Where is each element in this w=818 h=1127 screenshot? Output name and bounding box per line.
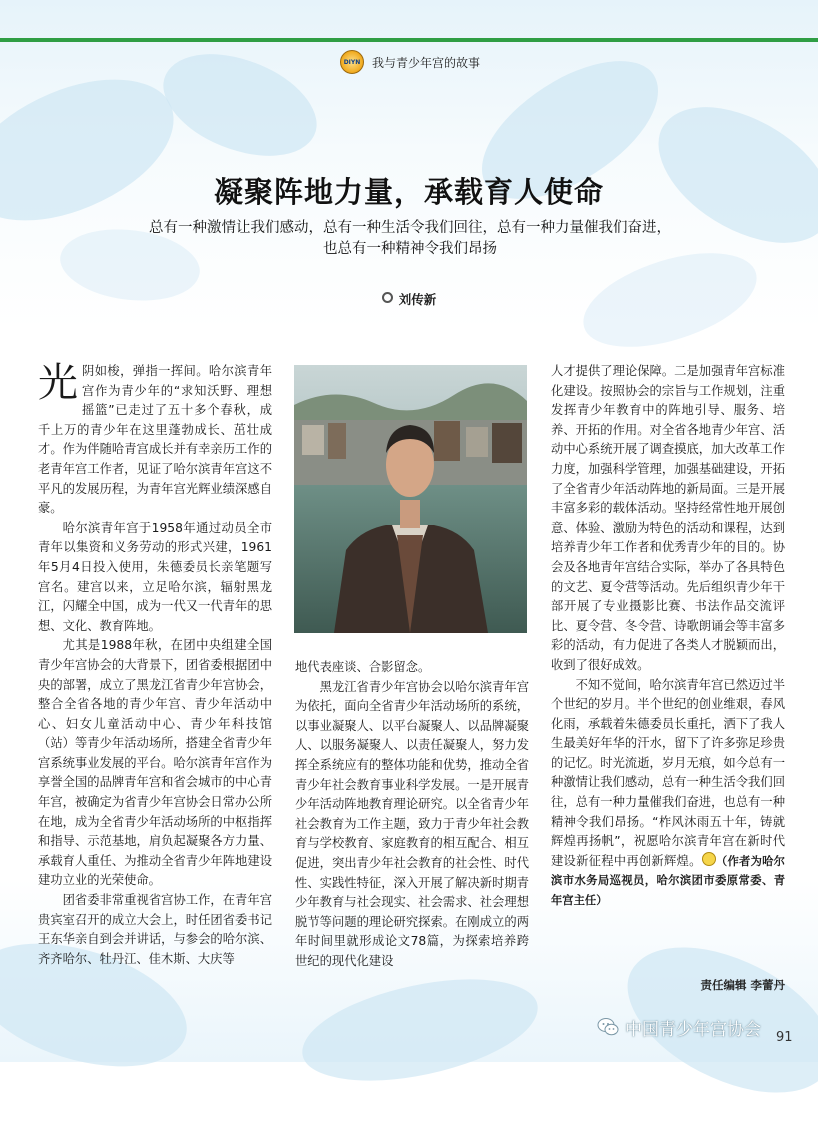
wechat-account-name: 中国青少年宫协会 [625, 1019, 761, 1040]
top-accent-bar [0, 38, 818, 42]
author-note: （作者为哈尔滨市水务局巡视员，哈尔滨团市委原常委、青年宫主任） [551, 854, 785, 908]
author-photo-image [294, 365, 527, 633]
wechat-watermark [597, 1015, 761, 1039]
end-mark-icon [702, 852, 716, 866]
text-column-2 [295, 658, 529, 972]
author-photo [294, 365, 527, 633]
responsible-editor: 责任编辑 李蕾丹 [700, 978, 785, 992]
wechat-icon [597, 1017, 619, 1037]
paragraph: 地代表座谈、合影留念。 [295, 660, 431, 674]
association-logo-icon [340, 50, 364, 74]
background-leaf [148, 30, 331, 179]
paragraph: 哈尔滨青年宫于1958年通过动员全市青年以集资和义务劳动的形式兴建，1961年5月4日投入使用，朱德委员长亲笔题写宫名。建宫以来，立足哈尔滨，辐射黑龙江，闪耀全中国，成为一代又一代青年的思想、文化、教育阵地。 [38, 520, 272, 633]
article-title: 凝聚阵地力量，承载育人使命 [213, 175, 604, 209]
paragraph [38, 362, 272, 519]
article-subtitle [60, 218, 760, 260]
paragraph-text: 不知不觉间，哈尔滨青年宫已然迈过半个世纪的岁月。半个世纪的创业维艰，春风化雨，承载着朱德委员长重托，洒下了我人生最美好年华的汗水，留下了许多弥足珍贵的记忆。时光流逝，岁月无痕，如今总有一种激情让我们感动，总有一种生活令我们回往，总有一种力量催我们奋进，也总有一种精神令我们昂扬。“柞风沐雨五十年，铸就辉煌再扬帆”，祝愿哈尔滨青年宫在新时代建设新征程中再创新辉煌。 [551, 677, 785, 868]
author-name: 刘传新 [398, 292, 437, 307]
paragraph: 尤其是1988年秋，在团中央组建全国青少年宫协会的大背景下，团省委根据团中央的部署，成立了黑龙江省青少年宫协会，整合全省各地的青少年宫、青少年活动中心、妇女儿童活动中心、青少年科技馆（站）等青少年活动场所，搭建全省青少年宫系统事业发展的平台。哈尔滨青年宫作为享誉全国的品牌青年宫和省会城市的中心青年宫，被确定为省青少年宫协会日常办公所在地，成为全省青少年活动场所的中枢指挥和指导、示范基地，肩负起凝聚各方力量、承载育人重任、为推动全省青少年阵地建设建功立业的光荣使命。 [38, 638, 272, 888]
logo-text: DIYN [343, 58, 361, 66]
background-leaf [294, 965, 546, 1095]
paragraph: 团省委非常重视省宫协工作，在青年宫贵宾室召开的成立大会上，时任团省委书记王东华亲自到会并讲话，与参会的哈尔滨、齐齐哈尔、牡丹江、佳木斯、大庆等 [38, 893, 272, 966]
paragraph [551, 676, 785, 911]
subtitle-line: 也总有一种精神令我们昂扬 [323, 241, 497, 257]
text-column-3 [551, 362, 785, 911]
author-byline [0, 290, 818, 308]
text-column-1 [38, 362, 272, 969]
byline-circle-icon [382, 292, 393, 303]
page-number: 91 [776, 1030, 793, 1045]
section-header [340, 50, 480, 74]
section-title: 我与青少年宫的故事 [372, 55, 481, 70]
paragraph: 黑龙江省青少年宫协会以哈尔滨青年宫为依托，面向全省青少年活动场所的系统，以事业凝聚人、以平台凝聚人、以品牌凝聚人、以服务凝聚人、以责任凝聚人，努力发挥全系统应有的整体功能和优势，推动全省青少年社会教育事业科学发展。一是开展青少年活动阵地教育理论研究。以全省青少年社会教育为工作主题，致力于青少年社会教育与学校教育、家庭教育的相互配合、相互促进，突出青少年社会教育的社会性、时代性、实践性特征，深入开展了解决新时期青少年教育与社会现实、社会需求、社会理想脱节等问题的理论研究探索。在刚成立的两年时间里就形成论文78篇，为探索培养跨世纪的现代化建设 [295, 679, 529, 968]
drop-cap: 光 [38, 360, 78, 406]
subtitle-line: 总有一种激情让我们感动，总有一种生活令我们回往，总有一种力量催我们奋进， [149, 220, 671, 236]
paragraph: 人才提供了理论保障。二是加强青年宫标准化建设。按照协会的宗旨与工作规划，注重发挥青少年教育中的阵地引导、服务、培养、开拓的作用。对全省各地青少年宫、活动中心系统开展了调查摸底，加大改革工作力度，加强科学管理，加强基础建设，开拓了全省青少年活动阵地的新局面。三是开展丰富多彩的载体活动。坚持经常性地开展创意、体验、激励为特色的活动和课程，达到培养青少年工作者和优秀青少年的目的。协会及各地青年宫结合实际，举办了各具特色的文艺、夏令营等活动。先后组织青少年干部开展了专业摄影比赛、书法作品交流评比、夏令营、冬令营、诗歌朗诵会等丰富多彩的活动，有力促进了各类人才脱颖而出，收到了很好成效。 [551, 364, 785, 672]
paragraph-text: 阴如梭，弹指一挥间。哈尔滨青年宫作为青少年的“求知沃野、理想摇篮”已走过了五十多个春秋，成千上万的青少年在这里蓬勃成长、茁壮成才。作为伴随哈青宫成长并有幸亲历工作的老青年宫工作者，见证了哈尔滨青年宫这不平凡的发展历程，为青年宫光辉业绩深感自豪。 [38, 364, 272, 516]
